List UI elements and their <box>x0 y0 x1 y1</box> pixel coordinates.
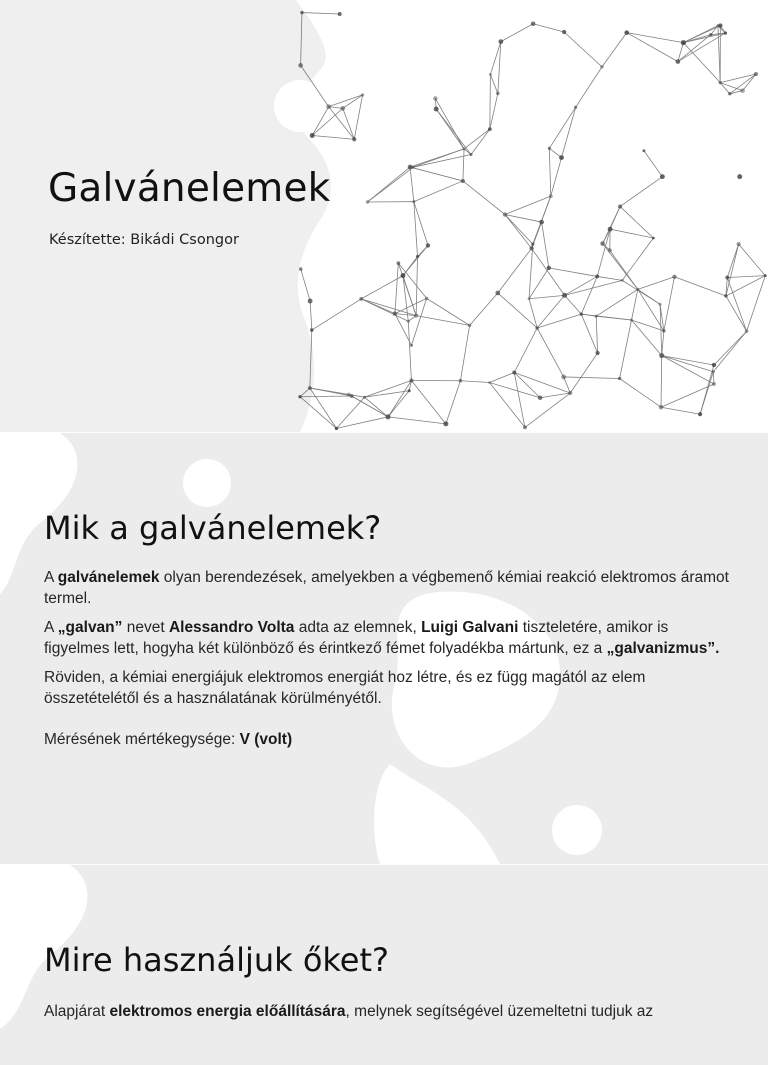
paragraph-definition: A galvánelemek olyan berendezések, amelyekben a végbemenő kémiai reakció elektromos áramot termel. <box>44 567 734 609</box>
section-body <box>44 567 734 758</box>
content-slide-what <box>0 433 768 864</box>
section-heading: Mire használjuk őket? <box>44 941 389 979</box>
paragraph-name-origin: A „galvan” nevet Alessandro Volta adta az elemnek, Luigi Galvani tiszteletére, amikor is figyelmes lett, hogyha két különböző és érintkező fémet folyadékba mártunk, ez a „galvanizmus”. <box>44 617 734 659</box>
paragraph-usage: Alapjárat elektromos energia előállítására, melynek segítségével üzemeltetni tudjuk az <box>44 1001 734 1022</box>
paragraph-summary: Röviden, a kémiai energiájuk elektromos energiát hoz létre, és ez függ magától az elem összetételétől és a használatának körülményétől. <box>44 667 734 709</box>
section-body <box>44 1001 734 1030</box>
title-slide <box>0 0 768 432</box>
paragraph-unit: Mérésének mértékegysége: V (volt) <box>44 729 734 750</box>
section-heading: Mik a galvánelemek? <box>44 509 381 547</box>
slide-subtitle: Készítette: Bikádi Csongor <box>49 232 239 248</box>
network-background-graphic <box>0 0 768 432</box>
content-slide-usage <box>0 865 768 1065</box>
slide-title: Galvánelemek <box>48 166 330 211</box>
